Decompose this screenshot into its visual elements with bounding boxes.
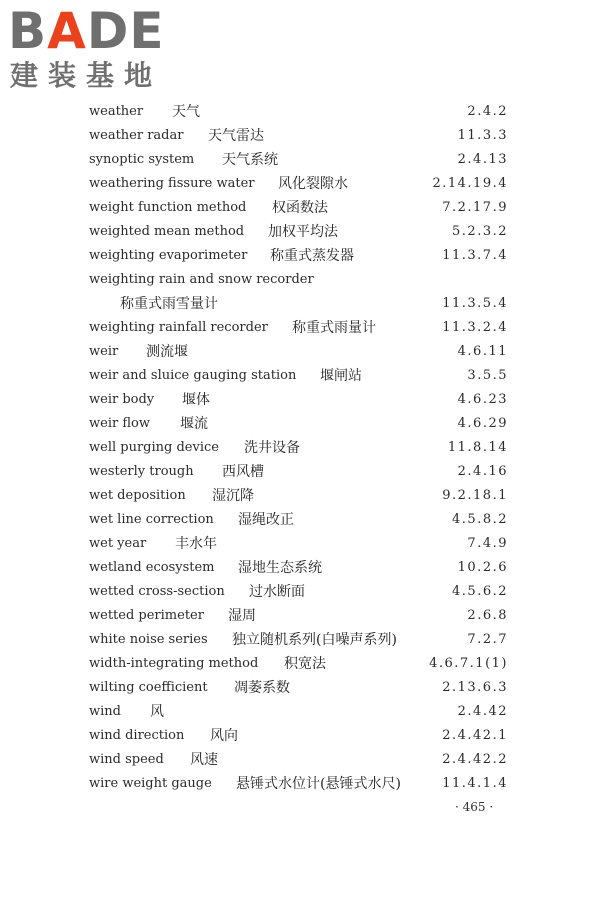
entry-term: wet line correction bbox=[89, 512, 214, 527]
entry-reference: 9.2.18.1 bbox=[442, 488, 508, 503]
glossary-entry bbox=[0, 604, 600, 628]
entry-translation: 称重式雨雪量计 bbox=[120, 296, 218, 312]
entry-translation: 风速 bbox=[190, 752, 218, 768]
entry-term: weighting rainfall recorder bbox=[89, 320, 268, 335]
entry-translation: 测流堰 bbox=[146, 344, 188, 360]
glossary-entry bbox=[0, 460, 600, 484]
glossary-entry bbox=[0, 316, 600, 340]
entry-term: weathering fissure water bbox=[89, 176, 255, 191]
glossary-entry-continuation bbox=[0, 292, 600, 316]
glossary-entry bbox=[0, 652, 600, 676]
logo-letters-de: DE bbox=[86, 2, 165, 60]
glossary-entry bbox=[0, 580, 600, 604]
entry-reference: 2.6.8 bbox=[467, 608, 508, 623]
glossary-entry bbox=[0, 172, 600, 196]
entry-reference: 11.3.5.4 bbox=[442, 296, 508, 311]
entry-translation: 加权平均法 bbox=[268, 224, 338, 240]
entry-reference: 11.4.1.4 bbox=[442, 776, 508, 791]
entry-term: weighting rain and snow recorder bbox=[89, 272, 314, 287]
entry-term: weighted mean method bbox=[89, 224, 245, 239]
entry-reference: 2.14.19.4 bbox=[432, 176, 508, 191]
entry-translation: 堰流 bbox=[180, 416, 208, 432]
entry-term: weir bbox=[89, 344, 119, 359]
entry-term: weighting evaporimeter bbox=[89, 248, 248, 263]
entry-translation: 称重式雨量计 bbox=[292, 320, 376, 336]
entry-reference: 7.2.7 bbox=[467, 632, 508, 647]
glossary-entry bbox=[0, 508, 600, 532]
entry-term: weather bbox=[89, 104, 144, 119]
entry-term: weather radar bbox=[89, 128, 184, 143]
entry-translation: 湿地生态系统 bbox=[238, 560, 322, 576]
entry-reference: 2.4.42.2 bbox=[442, 752, 508, 767]
entry-translation: 湿绳改正 bbox=[238, 512, 294, 528]
entry-reference: 11.3.3 bbox=[457, 128, 508, 143]
entry-term: weight function method bbox=[89, 200, 247, 215]
entry-term: width-integrating method bbox=[89, 656, 259, 671]
glossary-entry bbox=[0, 244, 600, 268]
entry-reference: 2.4.2 bbox=[467, 104, 508, 119]
entry-reference: 4.6.7.1(1) bbox=[429, 656, 508, 671]
glossary-entry bbox=[0, 532, 600, 556]
glossary-entry bbox=[0, 412, 600, 436]
entry-translation: 称重式蒸发器 bbox=[270, 248, 354, 264]
entry-translation: 堰体 bbox=[182, 392, 210, 408]
glossary-entry bbox=[0, 628, 600, 652]
entry-translation: 过水断面 bbox=[249, 584, 305, 600]
entry-reference: 11.3.7.4 bbox=[442, 248, 508, 263]
entry-reference: 4.6.11 bbox=[457, 344, 508, 359]
glossary-entry bbox=[0, 484, 600, 508]
entry-term: weir flow bbox=[89, 416, 150, 431]
entry-term: wilting coefficient bbox=[89, 680, 208, 695]
entry-reference: 2.13.6.3 bbox=[442, 680, 508, 695]
entry-reference: 7.4.9 bbox=[467, 536, 508, 551]
entry-translation: 丰水年 bbox=[175, 536, 217, 552]
entry-term: wind speed bbox=[89, 752, 164, 767]
entry-translation: 天气雷达 bbox=[208, 128, 264, 144]
entry-term: westerly trough bbox=[89, 464, 194, 479]
entry-reference: 2.4.13 bbox=[457, 152, 508, 167]
glossary-entry bbox=[0, 436, 600, 460]
entry-reference: 11.3.2.4 bbox=[442, 320, 508, 335]
glossary-entry bbox=[0, 700, 600, 724]
entry-term: weir and sluice gauging station bbox=[89, 368, 297, 383]
entry-term: wet deposition bbox=[89, 488, 186, 503]
entry-term: wire weight gauge bbox=[89, 776, 212, 791]
entry-translation: 西风槽 bbox=[222, 464, 264, 480]
entry-reference: 4.6.29 bbox=[457, 416, 508, 431]
glossary-entry bbox=[0, 748, 600, 772]
entry-reference: 4.5.8.2 bbox=[452, 512, 508, 527]
entry-term: wetted perimeter bbox=[89, 608, 204, 623]
glossary-entry bbox=[0, 676, 600, 700]
entry-translation: 风化裂隙水 bbox=[278, 176, 348, 192]
logo-subtitle: 建装基地 bbox=[10, 59, 163, 92]
entry-term: well purging device bbox=[89, 440, 219, 455]
glossary-entry bbox=[0, 268, 600, 292]
entry-reference: 2.4.42.1 bbox=[442, 728, 508, 743]
logo-letter-a: A bbox=[47, 2, 87, 60]
entry-translation: 堰闸站 bbox=[320, 368, 362, 384]
entry-translation: 风 bbox=[150, 704, 164, 720]
entry-translation: 权函数法 bbox=[272, 200, 328, 216]
glossary-entry bbox=[0, 364, 600, 388]
entry-reference: 3.5.5 bbox=[467, 368, 508, 383]
glossary-entry bbox=[0, 196, 600, 220]
entry-term: wetted cross-section bbox=[89, 584, 225, 599]
entry-translation: 天气 bbox=[172, 104, 200, 120]
logo-letter-b: B bbox=[8, 2, 48, 60]
entry-translation: 积宽法 bbox=[284, 656, 326, 672]
entry-term: white noise series bbox=[89, 632, 208, 647]
entry-reference: 10.2.6 bbox=[457, 560, 508, 575]
glossary-entry bbox=[0, 148, 600, 172]
glossary-entry bbox=[0, 124, 600, 148]
glossary-entry bbox=[0, 340, 600, 364]
page-number: · 465 · bbox=[455, 800, 494, 814]
glossary-entry bbox=[0, 724, 600, 748]
entry-reference: 11.8.14 bbox=[447, 440, 508, 455]
entry-term: wind bbox=[89, 704, 121, 719]
entry-term: synoptic system bbox=[89, 152, 195, 167]
entry-term: wet year bbox=[89, 536, 147, 551]
entry-reference: 7.2.17.9 bbox=[442, 200, 508, 215]
entry-translation: 独立随机系列(白噪声系列) bbox=[232, 632, 397, 648]
entry-reference: 2.4.16 bbox=[457, 464, 508, 479]
glossary-entry bbox=[0, 100, 600, 124]
entry-reference: 4.5.6.2 bbox=[452, 584, 508, 599]
entry-translation: 湿周 bbox=[228, 608, 256, 624]
entry-reference: 5.2.3.2 bbox=[452, 224, 508, 239]
glossary-entry bbox=[0, 220, 600, 244]
entry-term: wetland ecosystem bbox=[89, 560, 215, 575]
entry-reference: 4.6.23 bbox=[457, 392, 508, 407]
entry-translation: 凋萎系数 bbox=[234, 680, 290, 696]
entry-translation: 风向 bbox=[210, 728, 238, 744]
entry-translation: 洗井设备 bbox=[244, 440, 300, 456]
entry-term: weir body bbox=[89, 392, 155, 407]
entry-translation: 悬锤式水位计(悬锤式水尺) bbox=[236, 776, 401, 792]
entry-reference: 2.4.42 bbox=[457, 704, 508, 719]
entry-term: wind direction bbox=[89, 728, 185, 743]
entry-translation: 湿沉降 bbox=[212, 488, 254, 504]
glossary-entry bbox=[0, 388, 600, 412]
entry-translation: 天气系统 bbox=[222, 152, 278, 168]
glossary-entry bbox=[0, 772, 600, 796]
glossary-entry bbox=[0, 556, 600, 580]
